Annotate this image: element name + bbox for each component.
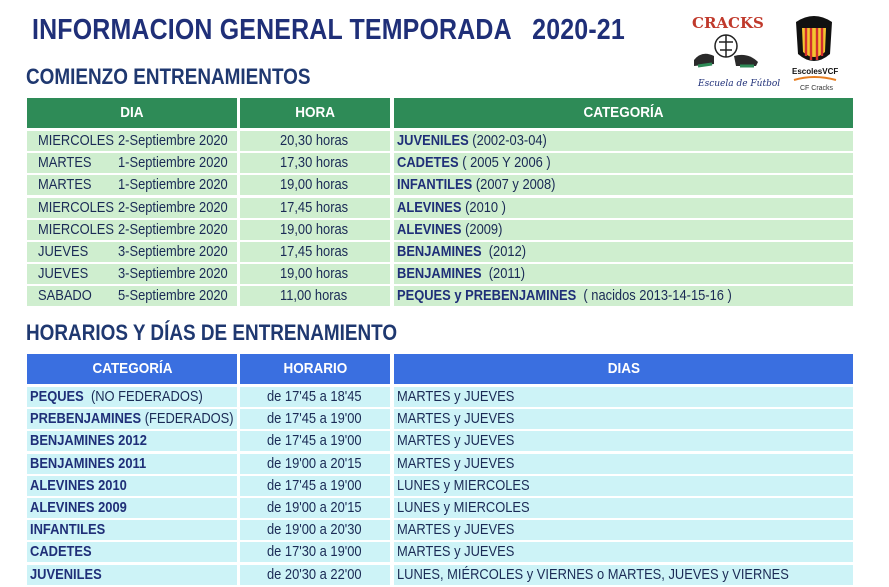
dia-cell: [27, 264, 237, 284]
categoria-name: INFANTILES: [397, 176, 473, 194]
table-row: [27, 198, 853, 218]
dias: MARTES y JUEVES: [397, 410, 515, 428]
horario: de 20'30 a 22'00: [267, 565, 362, 583]
dias: LUNES, MIÉRCOLES y VIERNES o MARTES, JUEVES y VIERNES: [397, 565, 789, 583]
categoria-cell: [27, 454, 237, 474]
categoria-name: JUVENILES: [30, 565, 102, 583]
date: 2-Septiembre 2020: [118, 198, 228, 216]
categoria-cell: [27, 476, 237, 496]
categoria-cell: [394, 242, 853, 262]
dias: MARTES y JUEVES: [397, 454, 515, 472]
horario: de 17'45 a 19'00: [267, 410, 362, 428]
categoria-note: (NO FEDERADOS): [83, 388, 203, 405]
categoria-name: CADETES: [30, 543, 92, 561]
categoria-text: [30, 498, 127, 518]
horario-cell: [240, 454, 390, 474]
hora: 19,00 horas: [280, 220, 349, 238]
weekday: MARTES: [38, 176, 92, 194]
categoria-text: [30, 565, 102, 585]
dias-cell: [394, 409, 853, 429]
date: 5-Septiembre 2020: [118, 287, 228, 305]
date: 2-Septiembre 2020: [118, 220, 228, 238]
categoria-name: ALEVINES 2009: [30, 499, 127, 516]
categoria-text: [397, 153, 551, 173]
hora-cell: [240, 198, 390, 218]
table-row: [27, 242, 853, 262]
categoria-years: ( 2005 Y 2006 ): [458, 154, 551, 172]
categoria-cell: [27, 387, 237, 407]
hora: 19,00 horas: [280, 176, 349, 194]
hora-cell: [240, 264, 390, 284]
categoria-cell: [27, 565, 237, 585]
header-horario: HORARIO: [240, 354, 390, 384]
vcf-crest-icon: [796, 16, 832, 61]
categoria-text: [30, 387, 203, 407]
weekday: JUEVES: [38, 265, 89, 283]
dia-cell: [27, 220, 237, 240]
horario: de 19'00 a 20'15: [267, 499, 362, 516]
dias-cell: [394, 498, 853, 518]
dia-cell: [27, 131, 237, 151]
dias: MARTES y JUEVES: [397, 388, 515, 405]
horario: de 17'45 a 18'45: [267, 388, 362, 405]
categoria-name: PREBENJAMINES: [30, 410, 142, 428]
horario-cell: [240, 431, 390, 451]
weekday: JUEVES: [38, 243, 89, 260]
categoria-cell: [27, 542, 237, 562]
categoria-cell: [27, 520, 237, 540]
hora-cell: [240, 175, 390, 195]
categoria-cell: [394, 264, 853, 284]
categoria-text: [397, 198, 506, 218]
header-categoria-2: CATEGORÍA: [27, 354, 237, 384]
table-row: [27, 286, 853, 306]
hora-cell: [240, 242, 390, 262]
date: 1-Septiembre 2020: [118, 154, 228, 172]
dias: LUNES y MIERCOLES: [397, 499, 530, 516]
hora-cell: [240, 153, 390, 173]
horario: de 19'00 a 20'30: [267, 521, 362, 539]
date: 3-Septiembre 2020: [118, 265, 228, 283]
dias-cell: [394, 387, 853, 407]
categoria-text: [397, 286, 732, 306]
categoria-cell: [394, 131, 853, 151]
table-row: [27, 431, 853, 451]
categoria-text: [397, 175, 555, 195]
categoria-text: [30, 409, 234, 429]
horario-cell: [240, 476, 390, 496]
categoria-cell: [394, 153, 853, 173]
table-row: [27, 131, 853, 151]
dias: MARTES y JUEVES: [397, 432, 515, 450]
date: 3-Septiembre 2020: [118, 243, 228, 260]
categoria-years: (2012): [481, 243, 527, 260]
categoria-text: [397, 220, 502, 240]
date: 1-Septiembre 2020: [118, 176, 228, 194]
dias-cell: [394, 542, 853, 562]
categoria-name: JUVENILES: [397, 132, 469, 149]
table-row: [27, 387, 853, 407]
dias-cell: [394, 454, 853, 474]
horario: de 19'00 a 20'15: [267, 454, 362, 472]
categoria-years: (2010 ): [461, 198, 506, 216]
hora: 17,45 horas: [280, 198, 349, 216]
header-dia: DIA: [27, 98, 237, 128]
table-row: [27, 264, 853, 284]
categoria-cell: [27, 409, 237, 429]
weekday: MARTES: [38, 154, 92, 172]
categoria-name: BENJAMINES: [397, 265, 482, 283]
weekday: SABADO: [38, 287, 92, 305]
categoria-name: BENJAMINES 2011: [30, 454, 147, 472]
categoria-name: BENJAMINES: [397, 243, 482, 260]
hora-cell: [240, 220, 390, 240]
categoria-cell: [394, 198, 853, 218]
table-row: [27, 409, 853, 429]
horario-cell: [240, 542, 390, 562]
categoria-years: (2002-03-04): [468, 132, 547, 149]
table-row: [27, 565, 853, 585]
table-row: [27, 542, 853, 562]
vcf-logo-line2: CF Cracks: [800, 85, 834, 92]
categoria-name: PEQUES y PREBENJAMINES: [397, 287, 577, 305]
hora: 17,30 horas: [280, 154, 349, 172]
categoria-name: ALEVINES: [397, 198, 462, 216]
categoria-text: [397, 264, 525, 284]
categoria-text: [30, 520, 105, 540]
categoria-name: INFANTILES: [30, 521, 106, 539]
categoria-text: [30, 431, 147, 451]
page-title: INFORMACION GENERAL TEMPORADA 2020-21: [32, 14, 625, 46]
table-row: [27, 220, 853, 240]
horario-cell: [240, 409, 390, 429]
categoria-cell: [394, 175, 853, 195]
categoria-name: CADETES: [397, 154, 459, 172]
dia-cell: [27, 175, 237, 195]
horario-cell: [240, 387, 390, 407]
hora-cell: [240, 131, 390, 151]
weekday: MIERCOLES: [38, 198, 114, 216]
weekday: MIERCOLES: [38, 132, 114, 149]
categoria-cell: [394, 286, 853, 306]
dias-cell: [394, 520, 853, 540]
dias-cell: [394, 565, 853, 585]
table-row: [27, 153, 853, 173]
categoria-cell: [27, 498, 237, 518]
dias-cell: [394, 431, 853, 451]
table-row: [27, 454, 853, 474]
date: 2-Septiembre 2020: [118, 132, 228, 149]
horario: de 17'45 a 19'00: [267, 432, 362, 450]
categoria-name: BENJAMINES 2012: [30, 432, 147, 450]
horario-cell: [240, 520, 390, 540]
categoria-text: [30, 476, 127, 496]
dias: LUNES y MIERCOLES: [397, 476, 530, 494]
categoria-years: ( nacidos 2013-14-15-16 ): [576, 287, 732, 305]
dias-cell: [394, 476, 853, 496]
horario: de 17'30 a 19'00: [267, 543, 362, 561]
dia-cell: [27, 242, 237, 262]
categoria-cell: [394, 220, 853, 240]
horario-cell: [240, 498, 390, 518]
table-row: [27, 175, 853, 195]
categoria-text: [397, 242, 526, 262]
cracks-logo-subtitle: Escuela de Fútbol: [698, 79, 781, 89]
categoria-text: [30, 454, 146, 474]
hora-cell: [240, 286, 390, 306]
vcf-logo-line1: EscolesVCF: [792, 67, 839, 76]
table-row: [27, 520, 853, 540]
section-heading-start: COMIENZO ENTRENAMIENTOS: [26, 64, 311, 89]
dias: MARTES y JUEVES: [397, 543, 515, 561]
dia-cell: [27, 198, 237, 218]
horario: de 17'45 a 19'00: [267, 476, 362, 494]
hora: 17,45 horas: [280, 243, 349, 260]
hora: 11,00 horas: [280, 287, 348, 305]
categoria-years: (2011): [481, 265, 526, 283]
header-dias: DIAS: [394, 354, 853, 384]
categoria-cell: [27, 431, 237, 451]
categoria-years: (2009): [461, 220, 503, 238]
categoria-name: ALEVINES 2010: [30, 476, 127, 494]
dias: MARTES y JUEVES: [397, 521, 515, 539]
categoria-years: (2007 y 2008): [472, 176, 556, 194]
horario-cell: [240, 565, 390, 585]
section-heading-schedule: HORARIOS Y DÍAS DE ENTRENAMIENTO: [26, 320, 398, 345]
header-categoria: CATEGORÍA: [394, 98, 853, 128]
categoria-text: [30, 542, 92, 562]
logos: [684, 8, 854, 98]
dia-cell: [27, 286, 237, 306]
categoria-name: PEQUES: [30, 388, 84, 405]
header-hora: HORA: [240, 98, 390, 128]
table-row: [27, 498, 853, 518]
categoria-name: ALEVINES: [397, 220, 462, 238]
categoria-text: [397, 131, 547, 151]
hora: 19,00 horas: [280, 265, 349, 283]
table-row: [27, 476, 853, 496]
hora: 20,30 horas: [280, 132, 349, 149]
categoria-note: (FEDERADOS): [141, 410, 234, 428]
cracks-logo: [684, 8, 854, 98]
dia-cell: [27, 153, 237, 173]
weekday: MIERCOLES: [38, 220, 114, 238]
cracks-logo-text: CRACKS: [692, 14, 764, 32]
